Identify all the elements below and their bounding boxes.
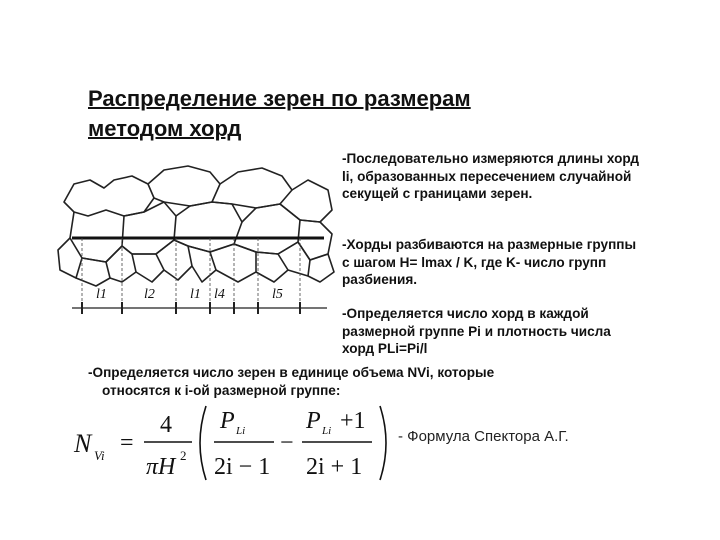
bullet-group-chords: -Хорды разбиваются на размерные группы с шагом H= lmax / K, где K- число групп разбиения. (342, 237, 637, 287)
chord-label-1: l1 (96, 287, 107, 302)
svg-text:2: 2 (180, 448, 187, 463)
bullet-grain-count (88, 364, 648, 399)
svg-text:Li: Li (322, 425, 332, 437)
svg-text:−: − (280, 430, 294, 456)
chord-label-5: l5 (272, 287, 283, 302)
bullet-grain-count-line1: -Определяется число зерен в единице объема NVi, которые (88, 365, 495, 380)
svg-text:2i − 1: 2i − 1 (214, 454, 271, 480)
svg-text:πH: πH (146, 454, 176, 480)
svg-text:P: P (306, 408, 321, 434)
svg-text:=: = (120, 430, 134, 456)
grain-structure-diagram (52, 150, 337, 355)
chord-label-4: l4 (214, 287, 225, 302)
svg-text:Vi: Vi (94, 448, 105, 463)
formula-note: - Формула Спектора А.Г. (398, 428, 569, 445)
bullet-chord-density: -Определяется число хорд в каждой размерной группе Pi и плотность числа хорд PLi=Pi/l (342, 306, 611, 356)
grain-boundaries (58, 166, 334, 286)
svg-text:2i + 1: 2i + 1 (306, 454, 363, 480)
chord-label-2: l2 (144, 287, 155, 302)
svg-text:4: 4 (160, 412, 172, 438)
page-title: Распределение зерен по размерам методом хорд (88, 86, 471, 141)
svg-text:Li: Li (236, 425, 246, 437)
svg-text:+1: +1 (340, 408, 366, 434)
spector-formula (68, 398, 398, 488)
svg-text:N: N (74, 429, 92, 458)
bullet-measure-chords: -Последовательно измеряются длины хорд li, образованных пересечением случайной секущей с границами зерен. (342, 151, 639, 201)
chord-label-3: l1 (190, 287, 201, 302)
svg-text:P: P (220, 408, 235, 434)
bullet-grain-count-line2: относятся к i-ой размерной группе: (102, 382, 341, 398)
